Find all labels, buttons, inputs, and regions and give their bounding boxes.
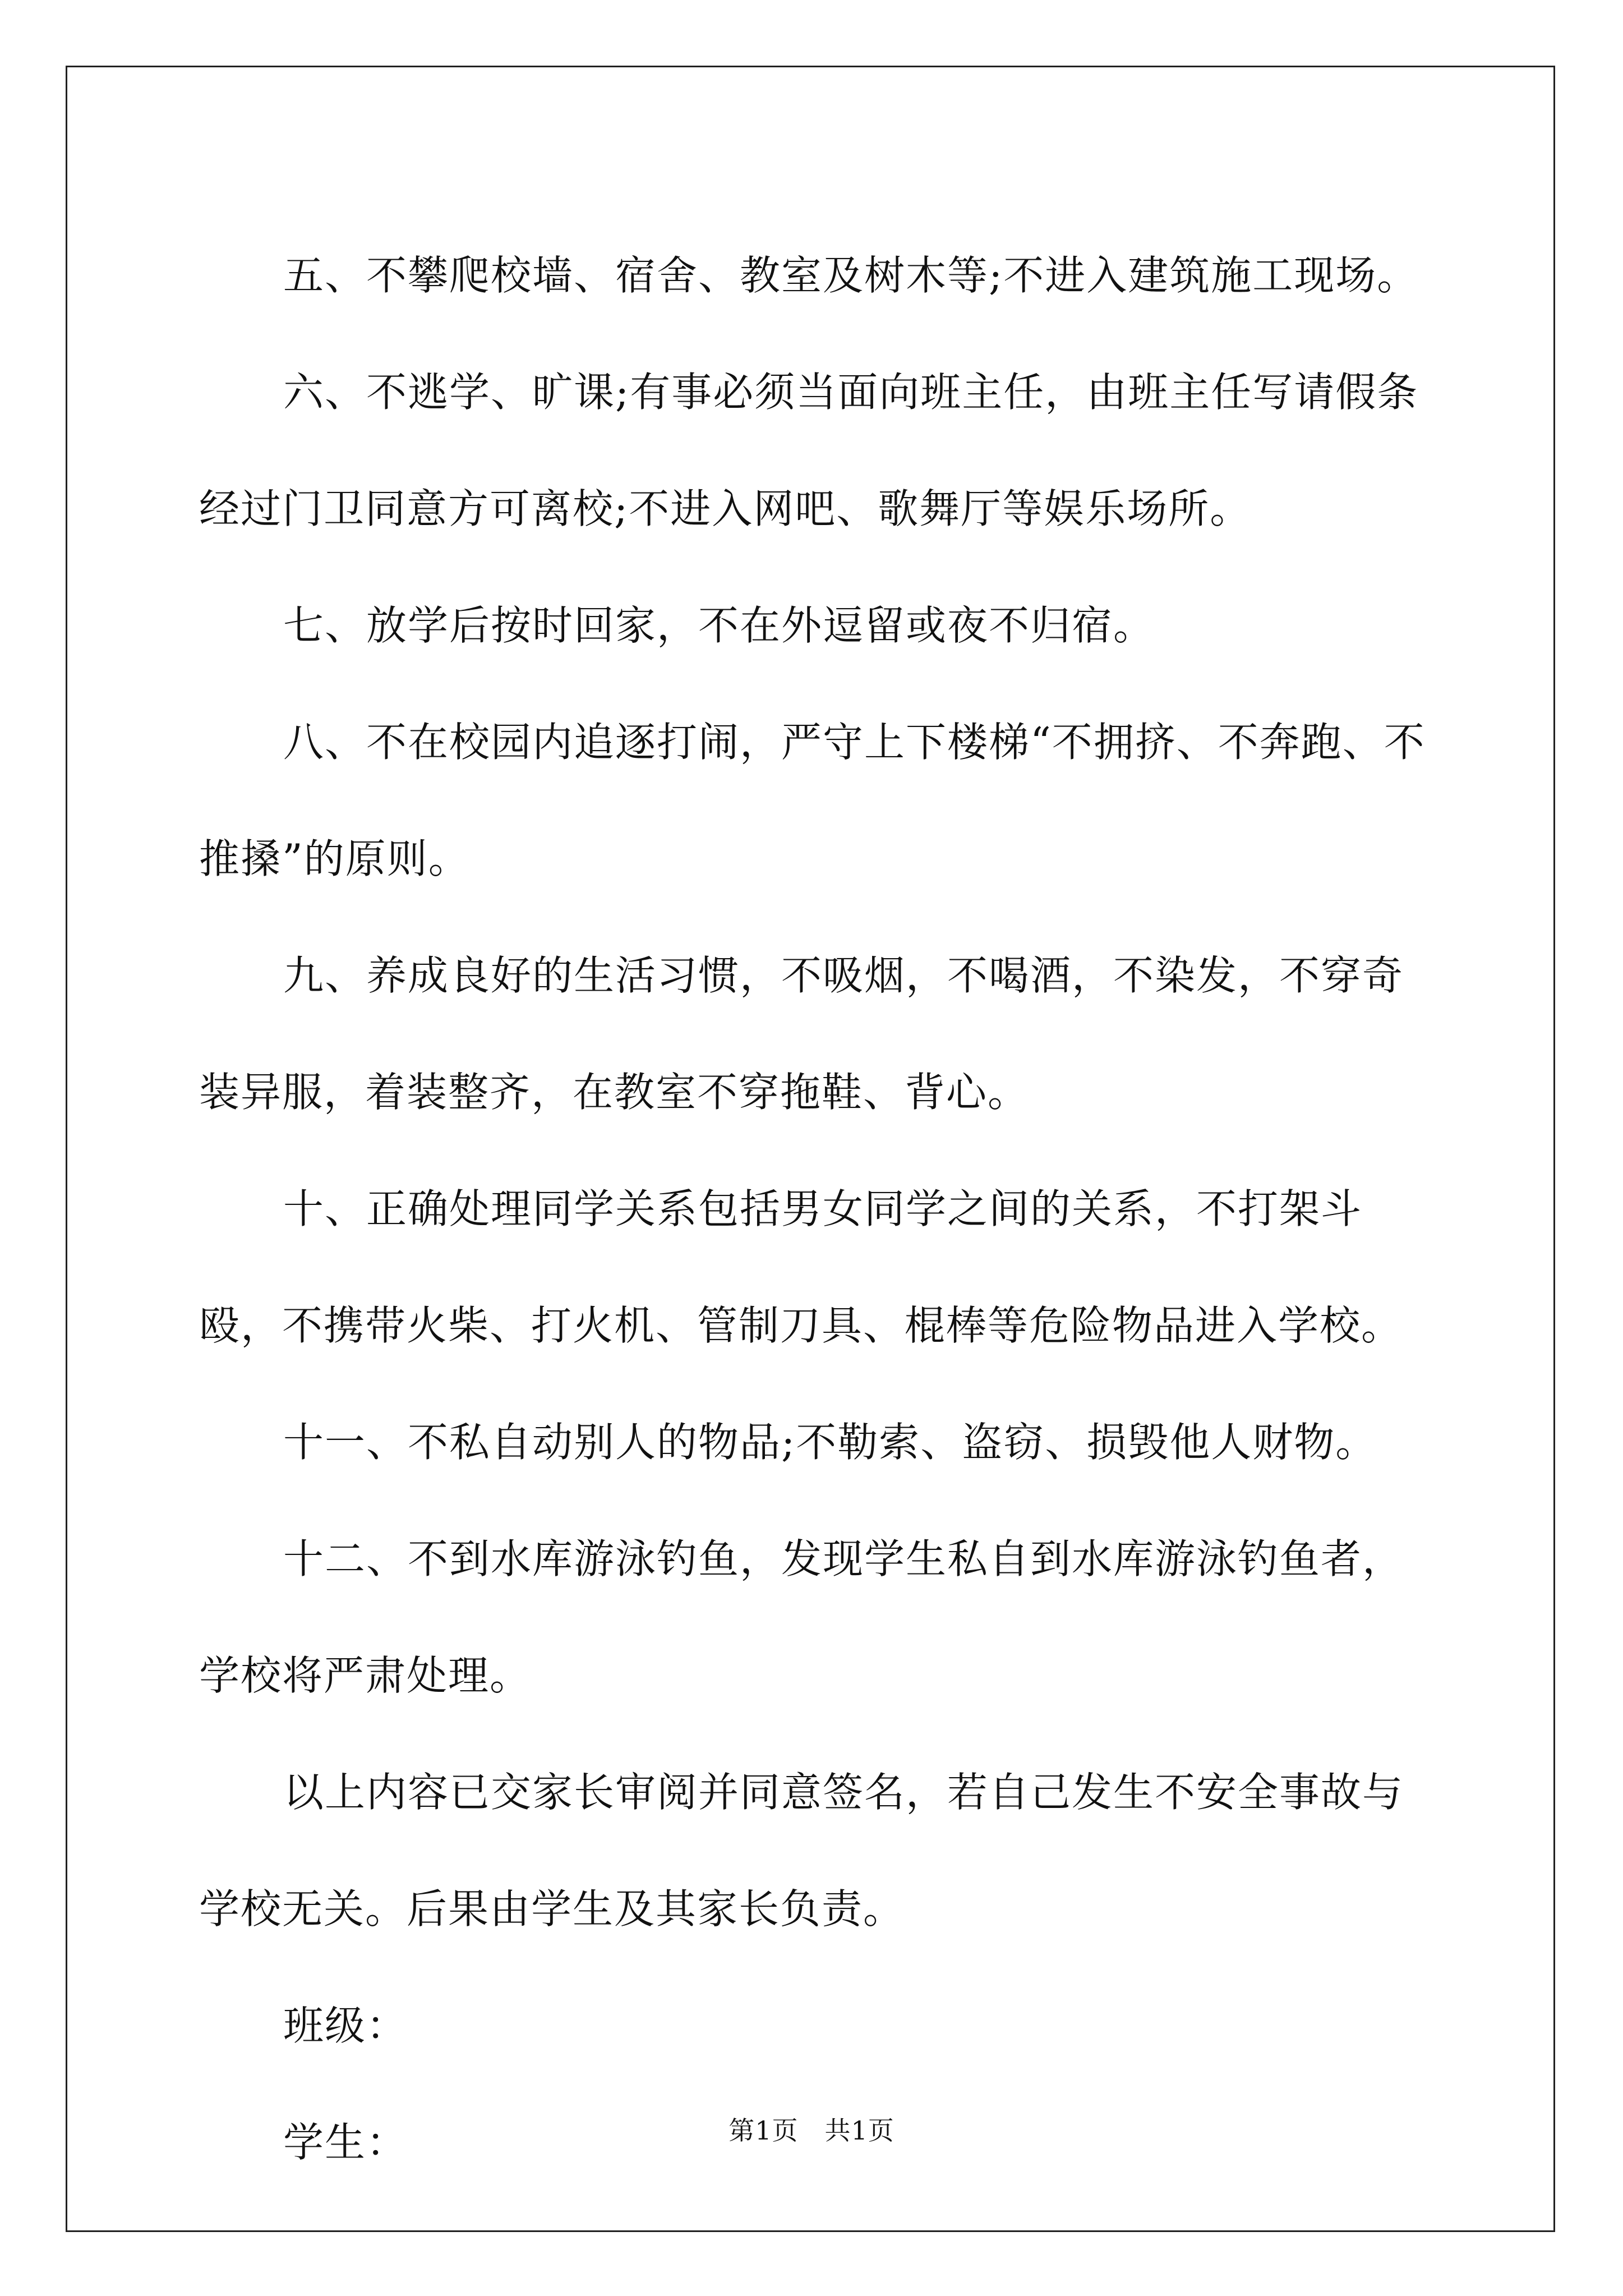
rule-8-paragraph: 八、不在校园内追逐打闹，严守上下楼梯“不拥挤、不奔跑、不推搡”的原则。 bbox=[199, 719, 1426, 882]
class-field-label: 班级： bbox=[283, 2002, 408, 2049]
rule-7-paragraph: 七、放学后按时回家，不在外逗留或夜不归宿。 bbox=[283, 602, 1155, 649]
rule-6-paragraph: 六、不逃学、旷课;有事必须当面向班主任，由班主任写请假条经过门卫同意方可离校;不进入网吧、歌舞厅等娱乐场所。 bbox=[199, 369, 1419, 532]
rule-10-paragraph: 十、正确处理同学关系包括男女同学之间的关系，不打架斗殴，不携带火柴、打火机、管制刀具、棍棒等危险物品进入学校。 bbox=[199, 1185, 1403, 1349]
rule-9-paragraph: 九、养成良好的生活习惯，不吸烟，不喝酒，不染发，不穿奇装异服，着装整齐，在教室不穿拖鞋、背心。 bbox=[199, 952, 1404, 1116]
student-field-label: 学生： bbox=[283, 2119, 408, 2166]
consent-statement: 以上内容已交家长审阅并同意签名，若自己发生不安全事故与学校无关。后果由学生及其家长负责。 bbox=[199, 1769, 1404, 1932]
rule-12-paragraph: 十二、不到水库游泳钓鱼，发现学生私自到水库游泳钓鱼者，学校将严肃处理。 bbox=[199, 1535, 1404, 1699]
page-footer: 第1页 共1页 bbox=[728, 2115, 895, 2146]
rule-11-paragraph: 十一、不私自动别人的物品;不勒索、盗窃、损毁他人财物。 bbox=[283, 1419, 1377, 1466]
document-body bbox=[199, 217, 1430, 2201]
rule-5-paragraph: 五、不攀爬校墙、宿舍、教室及树木等;不进入建筑施工现场。 bbox=[283, 252, 1419, 299]
